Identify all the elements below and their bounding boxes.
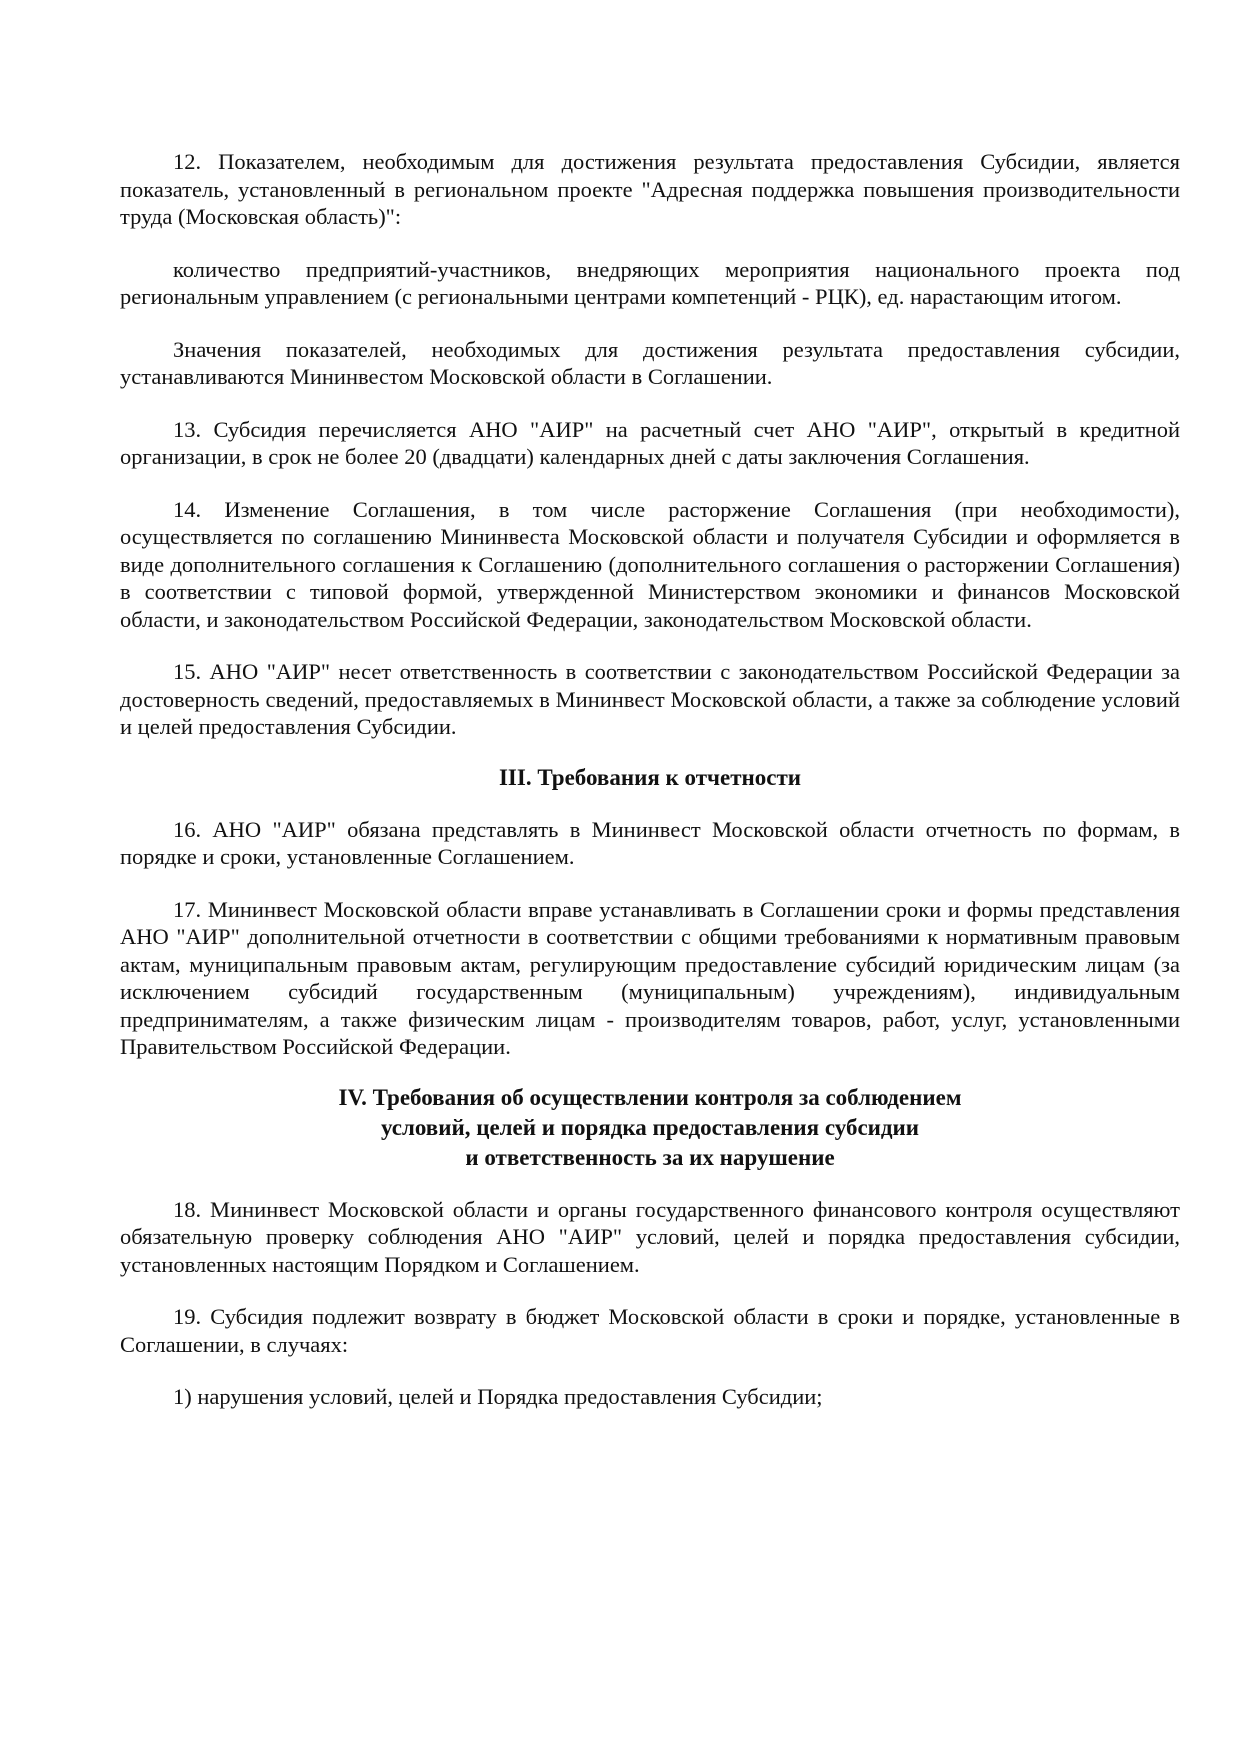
- paragraph-17: 17. Мининвест Московской области вправе устанавливать в Соглашении сроки и формы представления АНО "АИР" дополнительной отчетности в соответствии с общими требованиями к нормативным правовым актам, муниципальным правовым актам, регулирующим предоставление субсидий юридическим лицам (за исключением субсидий государственным (муниципальным) учреждениям), индивидуальным предпринимателям, а также физическим лицам - производителям товаров, работ, услуг, установленными Правительством Российской Федерации.: [120, 896, 1180, 1059]
- paragraph-12-indicator: количество предприятий-участников, внедряющих мероприятия национального проекта под региональным управлением (с региональными центрами компетенций - РЦК), ед. нарастающим итогом.: [120, 256, 1180, 309]
- paragraph-19-item-1: 1) нарушения условий, целей и Порядка предоставления Субсидии;: [173, 1384, 823, 1409]
- section-4-heading-line-2: условий, целей и порядка предоставления субсидии: [380, 1114, 920, 1140]
- paragraph-13: 13. Субсидия перечисляется АНО "АИР" на расчетный счет АНО "АИР", открытый в кредитной организации, в срок не более 20 (двадцати) календарных дней с даты заключения Соглашения.: [120, 416, 1180, 469]
- paragraph-18: 18. Мининвест Московской области и органы государственного финансового контроля осуществляют обязательную проверку соблюдения АНО "АИР" условий, целей и порядка предоставления субсидии, установленных настоящим Порядком и Соглашением.: [120, 1196, 1180, 1277]
- paragraph-12-indicator-values: Значения показателей, необходимых для достижения результата предоставления субсидии, устанавливаются Мининвестом Московской области в Соглашении.: [120, 336, 1180, 389]
- paragraph-15: 15. АНО "АИР" несет ответственность в соответствии с законодательством Российской Федерации за достоверность сведений, предоставляемых в Мининвест Московской области, а также за соблюдение условий и целей предоставления Субсидии.: [120, 659, 1180, 739]
- section-4-heading-line-1: IV. Требования об осуществлении контроля за соблюдением: [338, 1084, 962, 1110]
- paragraph-16: 16. АНО "АИР" обязана представлять в Мининвест Московской области отчетность по формам, в порядке и сроки, установленные Соглашением.: [120, 816, 1180, 869]
- section-4-heading: [120, 1083, 1180, 1173]
- paragraph-12: 12. Показателем, необходимым для достижения результата предоставления Субсидии, является показатель, установленный в региональном проекте "Адресная поддержка повышения производительности труда (Московская область)":: [120, 149, 1180, 229]
- paragraph-14: 14. Изменение Соглашения, в том числе расторжение Соглашения (при необходимости), осуществляется по соглашению Мининвеста Московской области и получателя Субсидии и оформляется в виде дополнительного соглашения к Соглашению (дополнительного соглашения о расторжении Соглашения) в соответствии с типовой формой, утвержденной Министерством экономики и финансов Московской области, и законодательством Российской Федерации, законодательством Московской области.: [120, 496, 1180, 632]
- section-3-heading: III. Требования к отчетности: [498, 764, 802, 790]
- section-4-heading-line-3: и ответственность за их нарушение: [465, 1144, 835, 1170]
- document-page: [120, 148, 1180, 1436]
- paragraph-19: 19. Субсидия подлежит возврату в бюджет Московской области в сроки и порядке, установленные в Соглашении, в случаях:: [120, 1304, 1180, 1357]
